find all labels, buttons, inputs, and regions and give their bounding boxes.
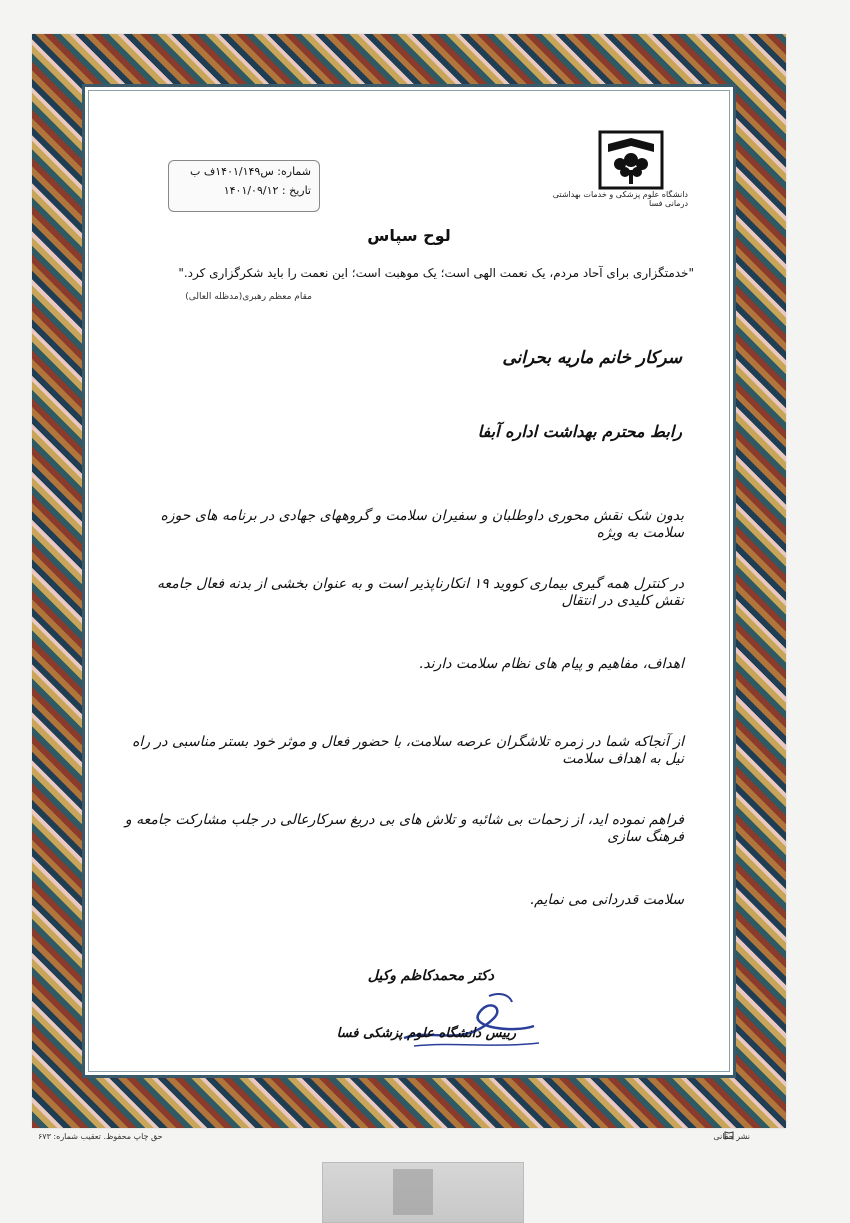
university-name: دانشگاه علوم پزشکی و خدمات بهداشتی درمانی فسا xyxy=(552,190,688,208)
signatory-name: دکتر محمدکاظم وکیل xyxy=(367,968,494,984)
quote-source: مقام معظم رهبری(مدظله العالی) xyxy=(185,292,312,302)
scan-artifact-blob xyxy=(393,1169,433,1215)
body-line-5: فراهم نموده اید، از زحمات بی شائبه و تلاش های بی دریغ سرکارعالی در جلب مشارکت جامعه و فرهنگ سازی xyxy=(124,812,684,845)
number-value: س۱۴۰۱/۱۴۹ف ب xyxy=(190,165,274,178)
number-row xyxy=(177,165,311,178)
footer-publisher: نشر حقانی xyxy=(713,1132,750,1141)
certificate-title: لوح سپاس xyxy=(367,226,451,245)
body-line-2: در کنترل همه گیری بیماری کووید ۱۹ انکارناپذیر است و به عنوان بخشی از بدنه فعال جامعه نقش کلیدی در انتقال xyxy=(157,576,684,609)
leader-quote: "خدمتگزاری برای آحاد مردم، یک نعمت الهی است؛ یک موهبت است؛ این نعمت را باید شکرگزاری کرد." xyxy=(178,266,694,280)
body-line-6: سلامت قدردانی می نمایم. xyxy=(529,892,684,908)
number-label: شماره: xyxy=(277,165,311,178)
body-line-1: بدون شک نقش محوری داوطلبان و سفیران سلامت و گروههای جهادی در برنامه های حوزه سلامت به ویژه xyxy=(160,508,684,541)
recipient-role: رابط محترم بهداشت اداره آبفا xyxy=(477,422,682,441)
date-row xyxy=(177,184,311,197)
signatory-title: رییس دانشگاه علوم پزشکی فسا xyxy=(336,1026,516,1041)
signature-mark xyxy=(394,988,544,1058)
body-line-3: اهداف، مفاهیم و پیام های نظام سلامت دارند. xyxy=(418,656,684,672)
certificate-content xyxy=(124,126,694,1041)
date-label: تاریخ : xyxy=(281,184,311,197)
recipient-name: سرکار خانم ماریه بحرانی xyxy=(502,348,682,368)
date-value: ۱۴۰۱/۰۹/۱۲ xyxy=(223,184,279,197)
body-line-4: از آنجاکه شما در زمره تلاشگران عرصه سلامت، با حضور فعال و موثر خود بستر مناسبی در راه نیل به اهداف سلامت xyxy=(132,734,684,767)
footer-copyright: حق چاپ محفوظ. تعقیب شماره: ۶۷۳ xyxy=(38,1132,163,1141)
scan-artifact xyxy=(322,1162,524,1223)
university-emblem-icon xyxy=(598,130,664,190)
university-logo xyxy=(528,126,688,226)
certificate-paper xyxy=(32,34,786,1128)
reference-box xyxy=(168,160,320,212)
